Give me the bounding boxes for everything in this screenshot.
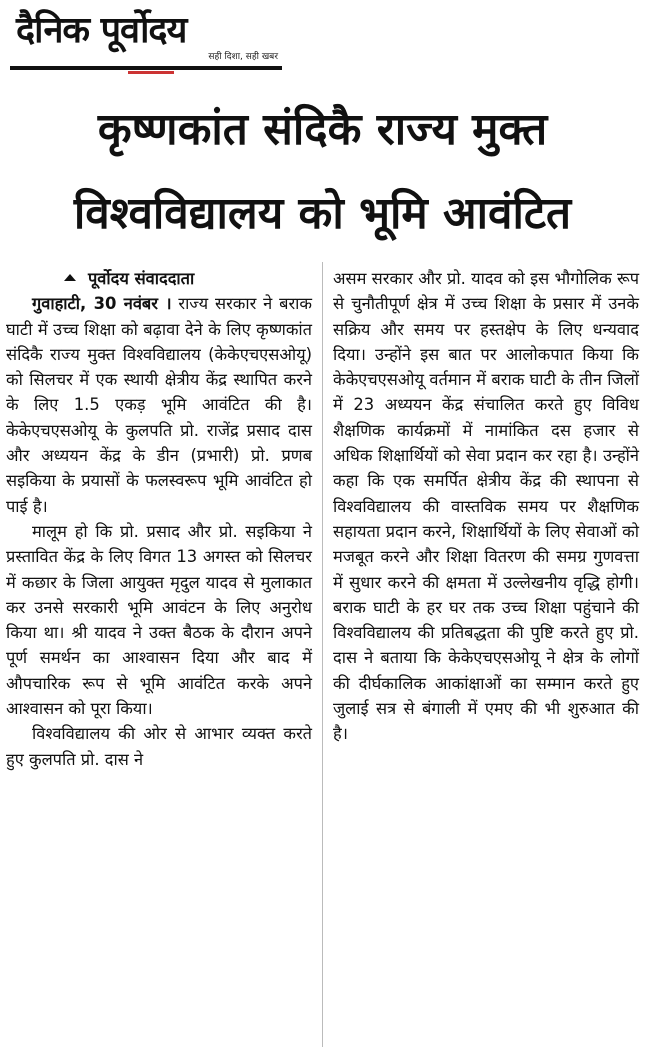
masthead	[10, 4, 282, 72]
column-divider	[322, 262, 323, 1047]
newspaper-tagline: सही दिशा, सही खबर	[208, 52, 278, 62]
masthead-rule	[10, 66, 282, 70]
article-paragraph-3-continued: असम सरकार और प्रो. यादव को इस भौगोलिक रूप से चुनौतीपूर्ण क्षेत्र में उच्च शिक्षा के प्रसार में उनके सक्रिय और समय पर हस्तक्षेप के लिए धन्यवाद दिया। उन्होंने इस बात पर आलोकपात किया कि केकेएचएसओयू वर्तमान में बराक घाटी के तीन जिलों में 23 अध्ययन केंद्र संचालित करते हुए विविध शैक्षणिक कार्यक्रमों में नामांकित दस हजार से अधिक शिक्षार्थियों को सेवा प्रदान कर रहा है। उन्होंने कहा कि एक समर्पित क्षेत्रीय केंद्र की स्थापना से विश्वविद्यालय की वास्तविक समय पर शैक्षणिक सहायता प्रदान करने, शिक्षार्थियों के लिए सेवाओं को मजबूत करने और शिक्षा वितरण की समग्र गुणवत्ता में सुधार करने की क्षमता में उल्लेखनीय वृद्धि होगी। बराक घाटी के हर घर तक उच्च शिक्षा पहुंचाने की विश्वविद्यालय की प्रतिबद्धता की पुष्टि करते हुए प्रो. दास ने बताया कि केकेएचएसओयू ने क्षेत्र के लोगों की दीर्घकालिक आकांक्षाओं का सम्मान करते हुए जुलाई सत्र से बंगाली में एमए की भी शुरुआत की है।	[333, 269, 639, 744]
triangle-icon	[64, 274, 76, 281]
masthead-accent	[128, 71, 174, 74]
headline-line-1: कृष्णकांत संदिकै राज्य मुक्त	[97, 104, 548, 155]
newspaper-logo: दैनिक पूर्वोदय	[16, 10, 187, 51]
byline	[6, 266, 312, 291]
paragraph-1-text: राज्य सरकार ने बराक घाटी में उच्च शिक्षा को बढ़ावा देने के लिए कृष्णकांत संदिकै राज्य मुक्त विश्वविद्यालय (केकेएचएसओयू) को सिलचर में एक स्थायी क्षेत्रीय केंद्र स्थापित करने के लिए 1.5 एकड़ भूमि आवंटित की है। केकेएचएसओयू के कुलपति प्रो. राजेंद्र प्रसाद दास और अध्ययन केंद्र के डीन (प्रभारी) प्रो. प्रणब सइकिया के प्रयासों के फलस्वरूप भूमि आवंटित हो पाई है।	[6, 294, 312, 516]
dateline: गुवाहाटी, 30 नवंबर ।	[32, 294, 172, 314]
article-paragraph-3: विश्वविद्यालय की ओर से आभार व्यक्त करते हुए कुलपति प्रो. दास ने	[6, 724, 312, 769]
article-column-right	[333, 266, 639, 747]
article-column-left	[6, 266, 312, 772]
byline-text: पूर्वोदय संवाददाता	[88, 269, 195, 288]
headline-line-2: विश्वविद्यालय को भूमि आवंटित	[73, 188, 572, 239]
article-paragraph-2: मालूम हो कि प्रो. प्रसाद और प्रो. सइकिया ने प्रस्तावित केंद्र के लिए विगत 13 अगस्त को सिलचर में कछार के जिला आयुक्त मृदुल यादव से मुलाकात कर उनसे सरकारी भूमि आवंटन के लिए अनुरोध किया था। श्री यादव ने उक्त बैठक के दौरान अपने पूर्ण समर्थन का आश्वासन दिया और बाद में औपचारिक रूप से भूमि आवंटित करके अपने आश्वासन को पूरा किया।	[6, 521, 312, 719]
article-paragraph-1	[6, 291, 312, 519]
